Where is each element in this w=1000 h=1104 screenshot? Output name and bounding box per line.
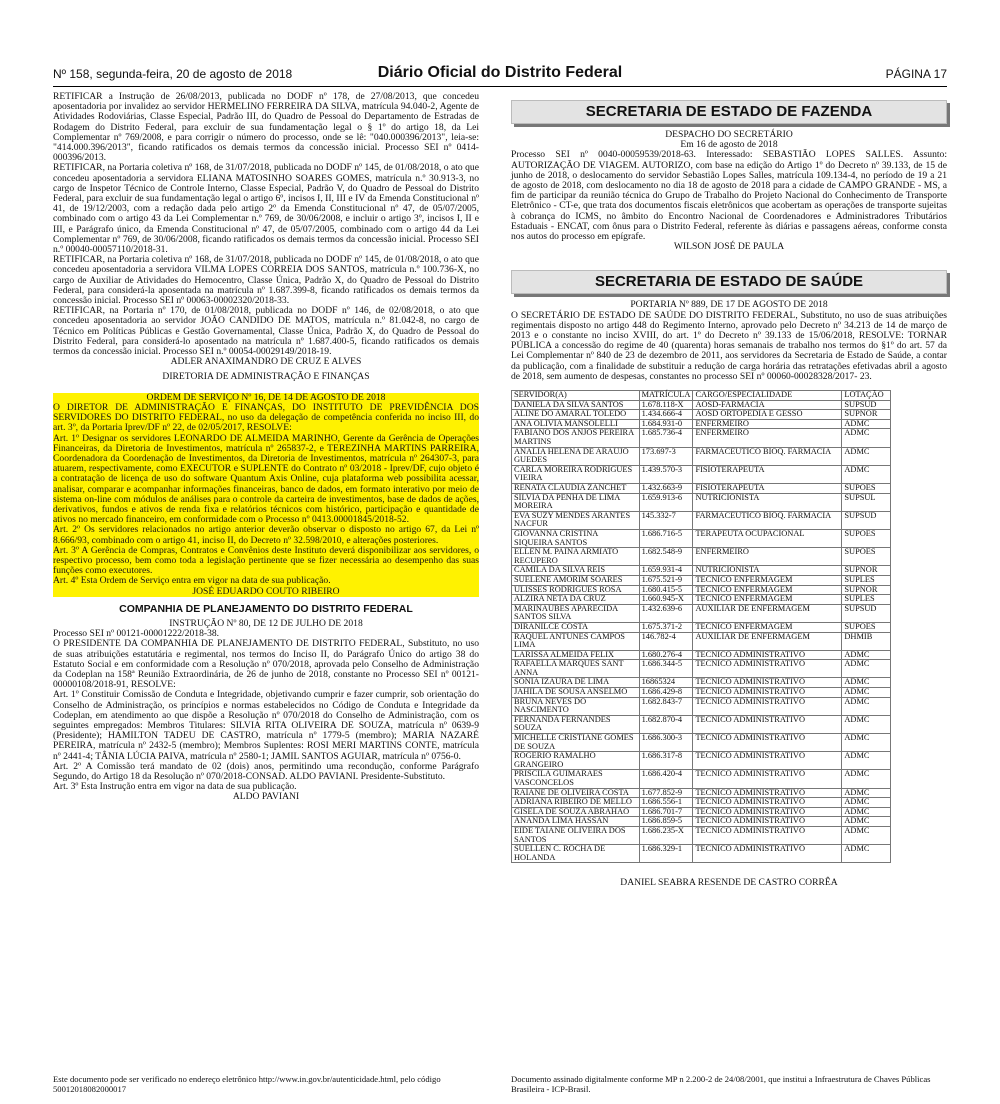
table-row xyxy=(512,575,891,585)
department-heading: DIRETORIA DE ADMINISTRAÇÃO E FINANÇAS xyxy=(162,371,370,383)
table-cell: ADMC xyxy=(842,650,891,660)
table-row xyxy=(512,798,891,808)
table-cell: SUPSUD xyxy=(842,511,891,529)
retificacao-4: RETIFICAR, na Portaria nº 170, de 01/08/2018, publicada no DODF nº 146, de 02/08/2018, o ato que concedeu aposentadoria ao servidor JOÃO CANDIDO DE MATOS, matrícula n.º 81.042-8, no cargo de Técnico em Políticas Públicas e Gestão Governamental, Classe Única, Padrão X, do Quadro de Pessoal do Distrito Federal, para considerá-lo aposentado na matrícula nº 1.687.400-5, ficando ratificados os demais termos da concessão inicial. Processo SEI n.º 00054-00029149/2018-19. xyxy=(53,305,479,358)
table-cell: 1.686.429-8 xyxy=(639,688,693,698)
table-cell: 1.686.300-3 xyxy=(639,734,693,752)
table-cell: 1.684.931-0 xyxy=(639,419,693,429)
column-header: LOTAÇÃO xyxy=(842,391,891,401)
table-row xyxy=(512,484,891,494)
table-cell: 145.332-7 xyxy=(639,511,693,529)
column-header: SERVIDOR(A) xyxy=(512,391,640,401)
table-cell: SUPOES xyxy=(842,529,891,547)
table-cell: 146.782-4 xyxy=(639,632,693,650)
table-row xyxy=(512,734,891,752)
table-row xyxy=(512,465,891,483)
column-header: MATRÍCULA xyxy=(639,391,693,401)
right-column xyxy=(511,92,947,889)
table-cell: FARMACEUTICO BIOQ. FARMACIA xyxy=(693,447,842,465)
table-row xyxy=(512,548,891,566)
table-cell: PRISCILA GUIMARAES VASCONCELOS xyxy=(512,770,640,788)
table-cell: FARMACEUTICO BIOQ. FARMACIA xyxy=(693,511,842,529)
table-cell: ADMC xyxy=(842,845,891,863)
portaria-signature: DANIEL SEABRA RESENDE DE CASTRO CORRÊA xyxy=(620,877,838,889)
instrucao-art2: Art. 2º A Comissão terá mandato de 02 (dois) anos, permitindo uma recondução, conforme Parágrafo Segundo, do Artigo 18 da Resolução nº 070/2018-CONSAD. ALDO PAVIANI. Presidente-Substituto. xyxy=(53,760,479,782)
table-cell: 1.680.276-4 xyxy=(639,650,693,660)
table-cell: TECNICO ADMINISTRATIVO xyxy=(693,650,842,660)
table-cell: ADMC xyxy=(842,429,891,447)
table-cell: SUELENE AMORIM SOARES xyxy=(512,575,640,585)
table-cell: TECNICO ADMINISTRATIVO xyxy=(693,798,842,808)
ordem-servico-art2: Art. 2º Os servidores relacionados no artigo anterior deverão observar o disposto no artigo 67, da Lei nº 8.666/93, combinado com o artigo 41, inciso II, do Decreto nº 32.598/2010, e alterações posteriores. xyxy=(53,524,479,546)
signature-adler: ADLER ANAXIMANDRO DE CRUZ E ALVES xyxy=(170,356,362,368)
table-cell: TECNICO ADMINISTRATIVO xyxy=(693,688,842,698)
table-row xyxy=(512,447,891,465)
table-cell: FERNANDA FERNANDES SOUZA xyxy=(512,715,640,733)
table-cell: SUPSUD xyxy=(842,604,891,622)
table-cell: 1.686.701-7 xyxy=(639,807,693,817)
retificacao-1: RETIFICAR a Instrução de 26/08/2013, publicada no DODF nº 178, de 27/08/2013, que concedeu aposentadoria por invalidez ao servidor HERMELINO FERREIRA DA SILVA, matrícula 94.040-2, Agente de Atividades Rodoviárias, Classe Especial, Padrão III, do Quadro de Pessoal do Departamento de Estradas de Rodagem do Distrito Federal, para excluir de sua fundamentação legal o § 1º do artigo 18, da Lei Complementar nº 769/2008, e para corrigir o número do processo, onde se lê: "040.000396/2013", leia-se: "414.000.396/2013", ficando ratificados os demais termos da concessão inicial. Processo SEI nº 0414-000396/2013. xyxy=(53,91,479,164)
table-row xyxy=(512,429,891,447)
ordem-servico-art3: Art. 3º A Gerência de Compras, Contratos e Convênios deste Instituto deverá disponibilizar aos servidores, o respectivo processo, bem como toda a legislação pertinente que se fizer necessária ao desempenho das suas funções como executores. xyxy=(53,544,479,577)
instrucao-art3: Art. 3º Esta Instrução entra em vigor na data de sua publicação. xyxy=(53,781,297,793)
servidores-table xyxy=(511,390,891,863)
table-cell: ADMC xyxy=(842,817,891,827)
table-cell: SUPOES xyxy=(842,622,891,632)
table-cell: ADMC xyxy=(842,798,891,808)
table-cell: AUXILIAR DE ENFERMAGEM xyxy=(693,604,842,622)
table-row xyxy=(512,493,891,511)
table-cell: ADMC xyxy=(842,715,891,733)
table-cell: AOSD-FARMACIA xyxy=(693,400,842,410)
section-saude: SECRETARIA DE ESTADO DE SAÚDE xyxy=(511,270,947,294)
table-cell: CARLA MOREIRA RODRIGUES VIEIRA xyxy=(512,465,640,483)
despacho-date: Em 16 de agosto de 2018 xyxy=(680,139,778,151)
table-cell: ALZIRA NETA DA CRUZ xyxy=(512,595,640,605)
table-cell: ANALIA HELENA DE ARAUJO GUEDES xyxy=(512,447,640,465)
table-cell: 1.686.317-8 xyxy=(639,752,693,770)
table-cell: FISIOTERAPEUTA xyxy=(693,484,842,494)
table-cell: ENFERMEIRO xyxy=(693,419,842,429)
table-cell: TECNICO ADMINISTRATIVO xyxy=(693,807,842,817)
table-cell: ADMC xyxy=(842,788,891,798)
table-row xyxy=(512,660,891,678)
table-cell: TECNICO ENFERMAGEM xyxy=(693,622,842,632)
table-cell: ADRIANA RIBEIRO DE MELLO xyxy=(512,798,640,808)
table-row xyxy=(512,529,891,547)
table-row xyxy=(512,566,891,576)
table-cell: SUPNOR xyxy=(842,410,891,420)
table-cell: SUPLES xyxy=(842,595,891,605)
table-cell: LARISSA ALMEIDA FELIX xyxy=(512,650,640,660)
table-cell: RENATA CLAUDIA ZANCHET xyxy=(512,484,640,494)
table-cell: 1.432.639-6 xyxy=(639,604,693,622)
table-cell: SUPSUD xyxy=(842,400,891,410)
table-cell: DIRANILCE COSTA xyxy=(512,622,640,632)
table-row xyxy=(512,770,891,788)
table-cell: DANIELA DA SILVA SANTOS xyxy=(512,400,640,410)
instrucao-body: O PRESIDENTE DA COMPANHIA DE PLANEJAMENTO DE DISTRITO FEDERAL, Substituto, no uso de suas atribuições estatutária e regimental, nos termos do Inciso II, do Parágrafo Único do artigo 38 do Estatuto Social e em conformidade com a Resolução nº 070/2018, aprovada pelo Conselho de Administração da Codeplan na 158ª Reunião Extraordinária, de 26 de junho de 2018, constante no Processo SEI nº 00121-00000108/2018-91, RESOLVE: xyxy=(53,638,479,691)
table-cell: ENFERMEIRO xyxy=(693,429,842,447)
despacho-body: Processo SEI nº 0040-00059539/2018-63. Interessado: SEBASTIÃO LOPES SALLES. Assunto: AUTORIZAÇÃO DE VIAGEM. AUTORIZO, com base na edição do Artigo 1º do Decreto nº 39.133, de 15 de junho de 2018, o deslocamento do servidor Sebastião Lopes Salles, matrícula 109.134-4, no período de 19 a 21 de agosto de 2018, com deslocamento no dia 18 de agosto de 2018 para a cidade de CAMPO GRANDE - MS, a fim de participar da reunião técnica do Grupo de Trabalho do Projeto Nacional do Conhecimento de Transporte Eletrônico - CT-e, que trata dos documentos fiscais eletrônicos que acobertam as operações de transporte sujeitas à cobrança do ICMS, no âmbito do Encontro Nacional de Coordenadores e Administradores Tributários Estaduais - ENCAT, com ônus para o Distrito Federal, referente às diárias e passagens aéreas, conforme consta nos autos do processo em epígrafe. xyxy=(511,149,947,243)
table-header-row xyxy=(512,391,891,401)
table-cell: DHMIB xyxy=(842,632,891,650)
table-cell: ENFERMEIRO xyxy=(693,548,842,566)
table-cell: TECNICO ADMINISTRATIVO xyxy=(693,734,842,752)
table-cell: TECNICO ADMINISTRATIVO xyxy=(693,697,842,715)
table-cell: FISIOTERAPEUTA xyxy=(693,465,842,483)
table-cell: ADMC xyxy=(842,734,891,752)
page-header xyxy=(53,64,947,87)
table-cell: 1.439.570-3 xyxy=(639,465,693,483)
table-cell: NUTRICIONISTA xyxy=(693,566,842,576)
ordem-servico-art4: Art. 4º Esta Ordem de Serviço entra em vigor na data de sua publicação. xyxy=(53,575,331,587)
table-cell: GISELA DE SOUZA ABRAHAO xyxy=(512,807,640,817)
table-cell: TECNICO ADMINISTRATIVO xyxy=(693,770,842,788)
instrucao-signature: ALDO PAVIANI xyxy=(232,791,300,803)
table-cell: 1.686.344-5 xyxy=(639,660,693,678)
table-cell: EIDE TAIANE OLIVEIRA DOS SANTOS xyxy=(512,826,640,844)
portaria-body: O SECRETÁRIO DE ESTADO DE SAÚDE DO DISTRITO FEDERAL, Substituto, no uso de suas atribuições regimentais disposto no artigo 448 do Regimento Interno, aprovado pelo Decreto nº 34.213 de 14 de março de 2013 e o constante no inciso XVIII, do art. 1º do Decreto nº 39.133 de 15/06/2018, RESOLVE: TORNAR PÚBLICA a concessão do regime de 40 (quarenta) horas semanais de trabalho nos termos do §1º do art. 57 da Lei Complementar nº 840 de 23 de dezembro de 2011, aos servidores da Secretaria de Estado de Saúde, a contar da publicação, com a finalidade de substituir a redução de carga horária das retratações efetivadas abril a agosto de 2018, sem aumento de despesas, constantes no processo SEI nº 00060-00028328/2017- 23. xyxy=(511,309,947,382)
table-cell: TECNICO ADMINISTRATIVO xyxy=(693,660,842,678)
table-row xyxy=(512,715,891,733)
table-cell: CAMILA DA SILVA REIS xyxy=(512,566,640,576)
table-cell: SUELLEN C. ROCHA DE HOLANDA xyxy=(512,845,640,863)
table-cell: SONIA IZAURA DE LIMA xyxy=(512,678,640,688)
table-cell: SUPNOR xyxy=(842,585,891,595)
table-cell: ADMC xyxy=(842,660,891,678)
ordem-servico-intro: O DIRETOR DE ADMINISTRAÇÃO E FINANÇAS, DO INSTITUTO DE PREVIDÊNCIA DOS SERVIDORES DO DISTRITO FEDERAL, no uso da delegação de competência conferida no inciso III, do art. 3º, da Portaria Iprev/DF nº 22, de 02/05/2017, RESOLVE: xyxy=(53,401,479,434)
table-cell: SUPOES xyxy=(842,484,891,494)
instrucao-art1: Art. 1º Constituir Comissão de Conduta e Integridade, objetivando cumprir e fazer cumprir, sob orientação do Conselho de Administração, os princípios e normas estabelecidos no Código de Conduta e Integridade da Codeplan, em atendimento ao que dispõe a Resolução nº 070/2018 do Conselho de Administração, com os seguintes empregados: Membros Titulares: SILVIA RITA OLIVEIRA DE SOUZA, matrícula nº 0639-9 (Presidente); HAMILTON TADEU DE CASTRO, matrícula nº 1779-5 (membro); MARIA NAZARÉ PEREIRA, matrícula nº 2432-5 (membro); Membros Suplentes: ROSI MERI MARTINS CONTE, matrícula nº 2441-4; TÂNIA LÚCIA PAIVA, matrícula nº 2580-1; JAMIL SANTOS AGUIAR, matrícula nº 0756-0. xyxy=(53,689,479,762)
table-cell: 1.660.945-X xyxy=(639,595,693,605)
table-cell: ADMC xyxy=(842,807,891,817)
table-cell: 1.677.852-9 xyxy=(639,788,693,798)
table-cell: 1.675.371-2 xyxy=(639,622,693,632)
table-cell: ELLEN M. PAINA ARMIATO RECUPERO xyxy=(512,548,640,566)
table-row xyxy=(512,604,891,622)
table-cell: 1.659.913-6 xyxy=(639,493,693,511)
newspaper-title: Diário Oficial do Distrito Federal xyxy=(377,64,623,81)
instrucao-title: INSTRUÇÃO Nº 80, DE 12 DE JULHO DE 2018 xyxy=(169,617,363,629)
table-cell: ANA OLIVIA MANSOLELLI xyxy=(512,419,640,429)
issue-info: Nº 158, segunda-feira, 20 de agosto de 2018 xyxy=(53,67,293,81)
table-cell: 1.685.736-4 xyxy=(639,429,693,447)
table-cell: 1.686.716-5 xyxy=(639,529,693,547)
table-cell: 173.697-3 xyxy=(639,447,693,465)
table-cell: ADMC xyxy=(842,465,891,483)
table-cell: 1.682.548-9 xyxy=(639,548,693,566)
table-cell: 1.686.556-1 xyxy=(639,798,693,808)
table-row xyxy=(512,826,891,844)
footer-signature-note: Documento assinado digitalmente conforme MP n 2.200-2 de 24/08/2001, que institui a Infraestrutura de Chaves Públicas Brasileira - ICP-Brasil. xyxy=(511,1074,931,1094)
section-fazenda: SECRETARIA DE ESTADO DE FAZENDA xyxy=(511,100,947,124)
left-column xyxy=(53,92,479,803)
table-row xyxy=(512,845,891,863)
table-cell: ROGERIO RAMALHO GRANGEIRO xyxy=(512,752,640,770)
table-row xyxy=(512,511,891,529)
ordem-servico-art1: Art. 1º Designar os servidores LEONARDO DE ALMEIDA MARINHO, Gerente da Gerência de Operações Financeiras, da Diretoria de Investimentos, matrícula nº 265837-2, e TEREZINHA MARTINS PARREIRA, Coordenadora da Coordenação de Investimentos, da Diretoria de Investimentos, matrícula nº 264307-3, para atuarem, respectivamente, como EXECUTOR e SUPLENTE do Contrato nº 03/2018 - Iprev/DF, cujo objeto é a contratação de licença de uso do software Quantum Axis Online, cuja plataforma web possibilita acessar, analisar, comparar e acompanhar informações financeiras, banco de dados, em formato interativo por meio de sistema on-line com módulos de análises para o controle da carteira de investimentos, base de dados de ações, derivativos, fundos e ativos de renda fixa e relatórios técnicos com histórico, participação e quantidade de ativos no mercado financeiro, em conformidade com o Processo nº 0413.00001845/2018-52. xyxy=(53,432,479,526)
ordem-servico-signature: JOSÉ EDUARDO COUTO RIBEIRO xyxy=(192,585,340,597)
portaria-title: PORTARIA Nº 889, DE 17 DE AGOSTO DE 2018 xyxy=(630,299,828,311)
footer-verification: Este documento pode ser verificado no endereço eletrônico http://www.in.gov.br/autenticidade.html, pelo código 50012018082000017 xyxy=(53,1074,441,1094)
table-cell: 1.686.235-X xyxy=(639,826,693,844)
table-cell: 1.659.931-4 xyxy=(639,566,693,576)
highlighted-ordem-servico xyxy=(53,393,479,597)
table-cell: 1.434.666-4 xyxy=(639,410,693,420)
table-cell: ADMC xyxy=(842,752,891,770)
table-cell: TECNICO ADMINISTRATIVO xyxy=(693,678,842,688)
table-row xyxy=(512,595,891,605)
table-cell: JAHILA DE SOUSA ANSELMO xyxy=(512,688,640,698)
table-cell: TECNICO ADMINISTRATIVO xyxy=(693,817,842,827)
table-cell: ADMC xyxy=(842,826,891,844)
page-number: PÁGINA 17 xyxy=(885,67,947,81)
table-cell: 1.675.521-9 xyxy=(639,575,693,585)
table-cell: 1.680.415-5 xyxy=(639,585,693,595)
table-cell: TERAPEUTA OCUPACIONAL xyxy=(693,529,842,547)
table-cell: 1.686.859-5 xyxy=(639,817,693,827)
table-row xyxy=(512,632,891,650)
table-cell: MICHELLE CRISTIANE GOMES DE SOUZA xyxy=(512,734,640,752)
table-cell: AUXILIAR DE ENFERMAGEM xyxy=(693,632,842,650)
table-cell: SUPLES xyxy=(842,575,891,585)
table-cell: ADMC xyxy=(842,697,891,715)
table-cell: TECNICO ENFERMAGEM xyxy=(693,595,842,605)
table-cell: RAIANE DE OLIVEIRA COSTA xyxy=(512,788,640,798)
table-cell: TECNICO ADMINISTRATIVO xyxy=(693,845,842,863)
table-cell: 1.686.329-1 xyxy=(639,845,693,863)
ordem-servico-title: ORDEM DE SERVIÇO Nº 16, DE 14 DE AGOSTO DE 2018 xyxy=(146,391,386,403)
table-cell: ADMC xyxy=(842,688,891,698)
column-header: CARGO/ESPECIALIDADE xyxy=(693,391,842,401)
despacho-signature: WILSON JOSÉ DE PAULA xyxy=(673,241,785,253)
table-cell: ADMC xyxy=(842,419,891,429)
table-cell: TECNICO ENFERMAGEM xyxy=(693,575,842,585)
table-cell: TECNICO ADMINISTRATIVO xyxy=(693,715,842,733)
table-cell: TECNICO ENFERMAGEM xyxy=(693,585,842,595)
table-cell: ADMC xyxy=(842,678,891,688)
table-row xyxy=(512,697,891,715)
table-cell: ULISSES RODRIGUES ROSA xyxy=(512,585,640,595)
table-cell: TECNICO ADMINISTRATIVO xyxy=(693,826,842,844)
table-cell: EVA SUZY MENDES ARANTES NACFUR xyxy=(512,511,640,529)
table-cell: AOSD ORTOPEDIA E GESSO xyxy=(693,410,842,420)
table-cell: 1.432.663-9 xyxy=(639,484,693,494)
despacho-title: DESPACHO DO SECRETÁRIO xyxy=(665,129,793,140)
table-row xyxy=(512,752,891,770)
table-cell: TECNICO ADMINISTRATIVO xyxy=(693,752,842,770)
table-cell: NUTRICIONISTA xyxy=(693,493,842,511)
instrucao-processo: Processo SEI nº 00121-00001222/2018-38. xyxy=(53,628,220,640)
table-cell: 16865324 xyxy=(639,678,693,688)
table-cell: RAFAELLA MARQUES SANT ANNA xyxy=(512,660,640,678)
table-cell: 1.682.870-4 xyxy=(639,715,693,733)
table-cell: TECNICO ADMINISTRATIVO xyxy=(693,788,842,798)
table-cell: RAQUEL ANTUNES CAMPOS LIMA xyxy=(512,632,640,650)
table-row xyxy=(512,688,891,698)
table-cell: ADMC xyxy=(842,770,891,788)
retificacao-3: RETIFICAR, na Portaria coletiva nº 168, de 31/07/2018, publicada no DODF nº 145, de 01/08/2018, o ato que concedeu aposentadoria a servidora VILMA LOPES CORREIA DOS SANTOS, matrícula n.º 100.736-X, no cargo de Auxiliar de Atividades do Hemocentro, Classe Única, Padrão X, do Quadro de Pessoal do Distrito Federal, para considerá-la aposentada na matrícula nº 1.687.399-8, ficando ratificados os demais termos da concessão inicial. Processo SEI nº 00063-00002320/2018-33. xyxy=(53,254,479,307)
table-cell: ALINE DO AMARAL TOLEDO xyxy=(512,410,640,420)
table-cell: 1.678.118-X xyxy=(639,400,693,410)
table-cell: ADMC xyxy=(842,447,891,465)
table-row xyxy=(512,622,891,632)
table-cell: SUPOES xyxy=(842,548,891,566)
table-cell: 1.682.843-7 xyxy=(639,697,693,715)
table-cell: BRUNA NEVES DO NASCIMENTO xyxy=(512,697,640,715)
table-row xyxy=(512,410,891,420)
table-cell: GIOVANNA CRISTINA SIQUEIRA SANTOS xyxy=(512,529,640,547)
table-cell: 1.686.420-4 xyxy=(639,770,693,788)
table-cell: SUPSUL xyxy=(842,493,891,511)
table-cell: SILVIA DA PENHA DE LIMA MOREIRA xyxy=(512,493,640,511)
retificacao-2: RETIFICAR, na Portaria coletiva nº 168, de 31/07/2018, publicada no DODF nº 145, de 01/08/2018, o ato que concedeu aposentadoria a servidora ELIANA MATOSINHO SOARES GOMES, matrícula n.º 30.913-3, no cargo de Inspetor Técnico de Controle Interno, Classe Especial, Padrão V, do Quadro de Pessoal do Distrito Federal, para excluir de sua fundamentação legal o artigo 6º, incisos I, II, III e IV da Emenda Constitucional nº 41, de 19/12/2003, com a redação dada pelo artigo 2º da Emenda Constitucional nº 47, de 05/07/2005, combinado com o artigo 43 da Lei Complementar n.º 769, de 30/06/2008, e incluir o artigo 3º, incisos I, II e III, e Parágrafo único, da Emenda Constitucional nº 47, de 05/07/2005, combinado com o artigo 44 da Lei Complementar nº 769, de 30/06/2008, ficando ratificados os demais termos da concessão inicial. Processo SEI n.º 00040-00057110/2018-31. xyxy=(53,162,479,256)
cpdf-heading: COMPANHIA DE PLANEJAMENTO DO DISTRITO FEDERAL xyxy=(119,602,413,615)
table-cell: SUPNOR xyxy=(842,566,891,576)
table-cell: ANANDA LIMA HASSAN xyxy=(512,817,640,827)
table-cell: FABIANO DOS ANJOS PEREIRA MARTINS xyxy=(512,429,640,447)
table-cell: MARINAUBES APARECIDA SANTOS SILVA xyxy=(512,604,640,622)
